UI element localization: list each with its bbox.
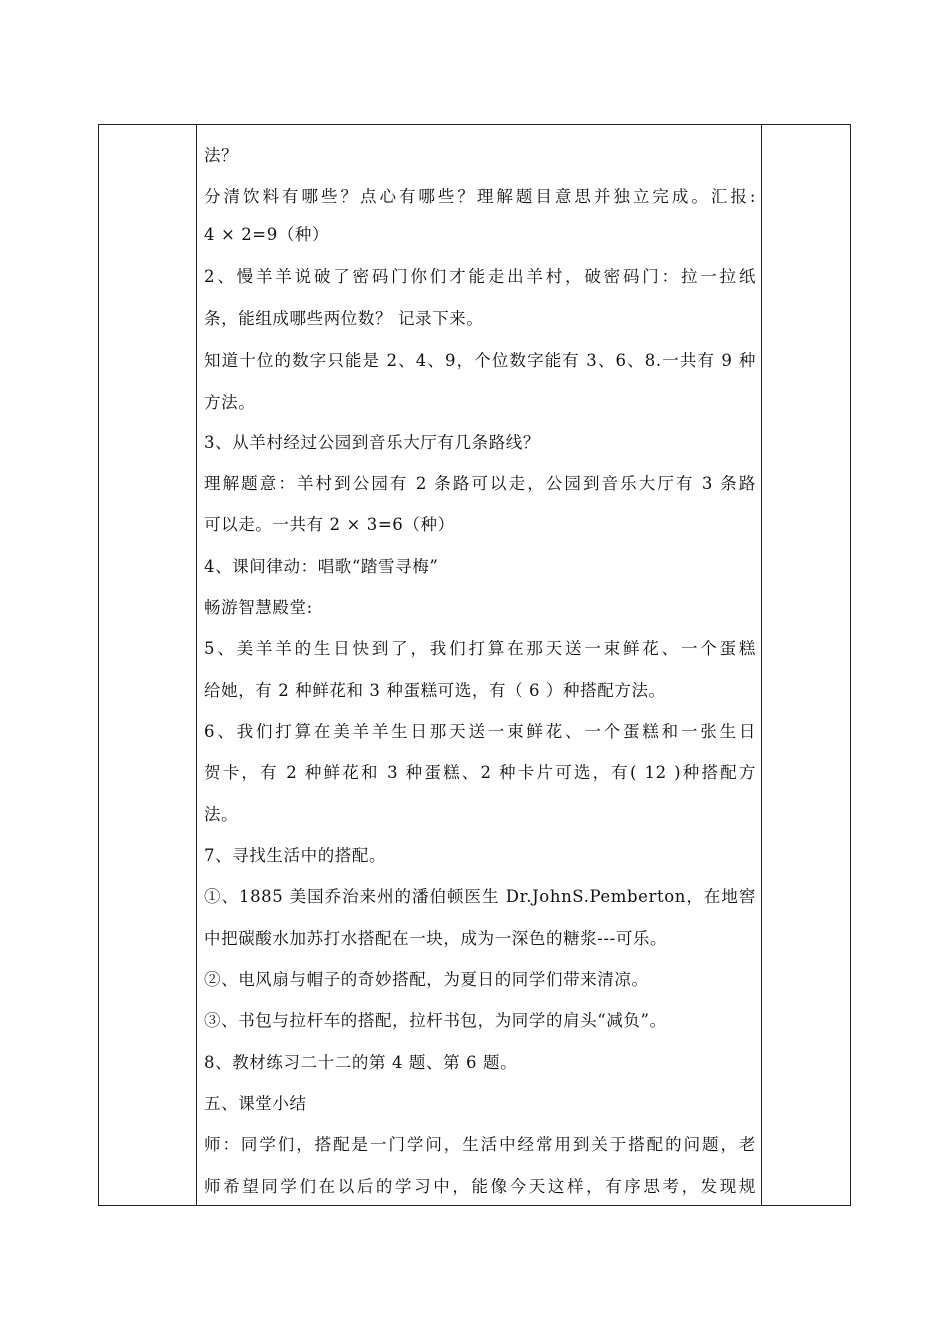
text-line: 8、教材练习二十二的第 4 题、第 6 题。 <box>204 1053 518 1072</box>
text-line: 3、从羊村经过公园到音乐大厅有几条路线？ <box>204 433 540 452</box>
text-line: 法？ <box>204 146 239 165</box>
text-line: 条，能组成哪些两位数？ 记录下来。 <box>204 309 484 328</box>
text-line: 师希望同学们在以后的学习中，能像今天这样，有序思考，发现规 <box>204 1177 756 1196</box>
text-line: 给她，有 2 种鲜花和 3 种蛋糕可选，有（ 6 ）种搭配方法。 <box>204 681 666 700</box>
text-line: 理解题意：羊村到公园有 2 条路可以走，公园到音乐大厅有 3 条路 <box>204 474 756 493</box>
text-line: 5、美羊羊的生日快到了，我们打算在那天送一束鲜花、一个蛋糕 <box>204 639 756 658</box>
text-line: ③、书包与拉杆车的搭配，拉杆书包，为同学的肩头“减负”。 <box>204 1011 667 1030</box>
text-line: 贺卡，有 2 种鲜花和 3 种蛋糕、2 种卡片可选，有( 12 )种搭配方 <box>204 763 756 782</box>
table-divider-right <box>761 125 762 1205</box>
text-line: 4 × 2=9（种） <box>204 225 330 244</box>
text-line: 6、我们打算在美羊羊生日那天送一束鲜花、一个蛋糕和一张生日 <box>204 722 756 741</box>
text-line: 分清饮料有哪些？点心有哪些？理解题目意思并独立完成。汇报: <box>204 187 756 206</box>
text-line: 中把碳酸水加苏打水搭配在一块，成为一深色的糖浆---可乐。 <box>204 929 668 948</box>
section-heading: 五、课堂小结 <box>204 1094 307 1113</box>
text-line: 知道十位的数字只能是 2、4、9，个位数字能有 3、6、8.一共有 9 种 <box>204 351 756 370</box>
text-line: 方法。 <box>204 393 256 412</box>
text-line: 2、慢羊羊说破了密码门你们才能走出羊村，破密码门：拉一拉纸 <box>204 267 756 286</box>
text-line: 师：同学们，搭配是一门学问，生活中经常用到关于搭配的问题，老 <box>204 1135 756 1154</box>
text-line: 4、课间律动：唱歌“踏雪寻梅” <box>204 557 439 576</box>
text-line: 7、寻找生活中的搭配。 <box>204 846 387 865</box>
text-line: 法。 <box>204 805 239 824</box>
table-divider-left <box>196 125 197 1205</box>
text-line: ①、1885 美国乔治来州的潘伯顿医生 Dr.JohnS.Pemberton，在地窖 <box>204 887 756 906</box>
text-line: 畅游智慧殿堂: <box>204 598 313 617</box>
text-line: ②、电风扇与帽子的奇妙搭配，为夏日的同学们带来清凉。 <box>204 970 649 989</box>
lesson-table <box>98 124 851 1206</box>
text-line: 可以走。一共有 2 × 3=6（种） <box>204 515 455 534</box>
